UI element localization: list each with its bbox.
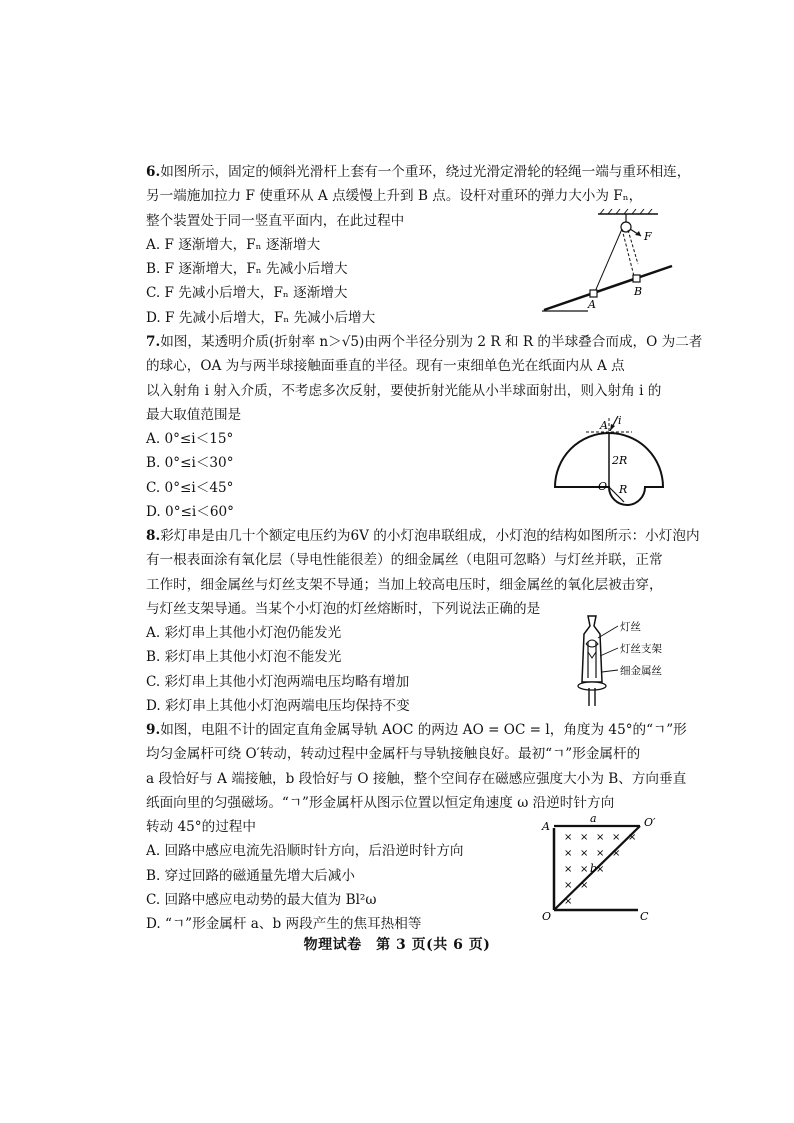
question-text: 均匀金属杆可绕 O′转动，转动过程中金属杆与导轨接触良好。最初“ㄱ”形金属杆的 bbox=[146, 746, 641, 763]
question-number: 9. bbox=[146, 722, 161, 738]
point-a-label: A bbox=[600, 419, 608, 432]
question-text: a 段恰好与 A 端接触，b 段恰好与 O 接触，整个空间存在磁感应强度大小为 B、方向垂直 bbox=[146, 770, 687, 787]
option-d: D. 彩灯串上其他小灯泡两端电压均保持不变 bbox=[146, 698, 410, 715]
figure-9-rail-and-rod bbox=[536, 812, 666, 924]
option-c: C. 回路中感应电动势的最大值为 Bl²ω bbox=[146, 892, 377, 909]
option-b: B. 彩灯串上其他小灯泡不能发光 bbox=[146, 649, 342, 666]
wire-label: 细金属丝 bbox=[620, 665, 662, 677]
page-footer: 物理试卷 第 3 页(共 6 页) bbox=[303, 937, 491, 953]
figure-7-hemispheres bbox=[548, 410, 673, 518]
point-c-label: C bbox=[640, 910, 649, 923]
option-a: A. 彩灯串上其他小灯泡仍能发光 bbox=[146, 625, 342, 642]
option-d: D. 0°≤i＜60° bbox=[146, 504, 234, 521]
field-cross-icon: × bbox=[580, 864, 589, 875]
option-a: A. 回路中感应电流先沿顺时针方向，后沿逆时针方向 bbox=[146, 843, 464, 860]
question-text: 转动 45°的过程中 bbox=[146, 819, 256, 836]
question-text: 的球心，OA 为与两半球接触面垂直的半径。现有一束细单色光在纸面内从 A 点 bbox=[146, 358, 625, 375]
question-text: 有一根表面涂有氧化层（导电性能很差）的细金属丝（电阻可忽略）与灯丝并联，正常 bbox=[146, 552, 663, 569]
radius-r-label: R bbox=[619, 483, 628, 496]
question-text: 以入射角 i 射入介质，不考虑多次反射，要使折射光能从小半球面射出，则入射角 i 的 bbox=[146, 382, 662, 399]
figure-8-bulb bbox=[566, 612, 686, 714]
question-number: 8. bbox=[146, 528, 161, 544]
option-b: B. 穿过回路的磁通量先增大后减小 bbox=[146, 867, 355, 884]
figure-6-pulley-rod bbox=[538, 208, 678, 320]
question-text: 纸面向里的匀强磁场。“ㄱ”形金属杆从图示位置以恒定角速度 ω 沿逆时针方向 bbox=[146, 794, 615, 811]
option-d: D. “ㄱ”形金属杆 a、b 两段产生的焦耳热相等 bbox=[146, 916, 422, 933]
option-d: D. F 先减小后增大，Fₙ 先减小后增大 bbox=[146, 309, 376, 326]
option-c: C. F 先减小后增大，Fₙ 逐渐增大 bbox=[146, 285, 348, 302]
question-text: 彩灯串是由几十个额定电压约为6V 的小灯泡串联组成，小灯泡的结构如图所示：小灯泡内 bbox=[160, 528, 700, 544]
pivot-o-prime-label: O′ bbox=[644, 816, 656, 829]
magnetic-field-grid bbox=[564, 832, 636, 907]
segment-a-label: a bbox=[590, 812, 597, 825]
question-text: 与灯丝支架导通。当某个小灯泡的灯丝熔断时，下列说法正确的是 bbox=[146, 600, 541, 617]
field-cross-icon: × bbox=[596, 864, 605, 875]
field-cross-icon: × bbox=[596, 832, 605, 843]
point-a-label: A bbox=[588, 298, 596, 311]
question-9-line bbox=[146, 742, 671, 766]
question-8-line bbox=[146, 573, 671, 597]
question-text: 如图所示，固定的倾斜光滑杆上套有一个重环，绕过光滑定滑轮的轻绳一端与重环相连， bbox=[160, 164, 691, 180]
option-a: A. F 逐渐增大，Fₙ 逐渐增大 bbox=[146, 236, 321, 253]
option-b: B. 0°≤i＜30° bbox=[146, 455, 234, 472]
segment-b-label: b bbox=[590, 862, 598, 875]
question-9-line bbox=[146, 718, 687, 742]
option-c: C. 彩灯串上其他小灯泡两端电压均略有增加 bbox=[146, 673, 410, 690]
angle-i-label: i bbox=[618, 414, 622, 427]
option-b: B. F 逐渐增大，Fₙ 先减小后增大 bbox=[146, 261, 348, 278]
question-8-line bbox=[146, 548, 671, 572]
field-cross-icon: × bbox=[564, 864, 573, 875]
center-o-label: O bbox=[598, 480, 608, 493]
question-number: 7. bbox=[146, 334, 161, 350]
question-6-line bbox=[146, 160, 691, 184]
point-b-label: B bbox=[634, 285, 643, 298]
question-7-line bbox=[146, 354, 671, 378]
question-7-line bbox=[146, 379, 671, 403]
point-a-label: A bbox=[542, 820, 550, 833]
field-cross-icon: × bbox=[580, 880, 589, 891]
question-text: 如图，电阻不计的固定直角金属导轨 AOC 的两边 AO = OC = l，角度为 45°的“ㄱ”形 bbox=[160, 722, 687, 738]
field-cross-icon: × bbox=[596, 848, 605, 859]
field-cross-icon: × bbox=[564, 896, 573, 907]
field-cross-icon: × bbox=[564, 880, 573, 891]
radius-2r-label: 2R bbox=[612, 454, 628, 467]
question-7-line bbox=[146, 330, 703, 354]
field-cross-icon: × bbox=[580, 848, 589, 859]
force-label: F bbox=[644, 230, 652, 243]
ring-at-a bbox=[590, 290, 597, 297]
question-number: 6. bbox=[146, 164, 161, 180]
support-label: 灯丝支架 bbox=[620, 643, 662, 655]
question-text: 整个装置处于同一竖直平面内，在此过程中 bbox=[146, 212, 405, 229]
ring-at-b bbox=[633, 275, 640, 282]
field-cross-icon: × bbox=[580, 832, 589, 843]
filament-label: 灯丝 bbox=[620, 621, 641, 633]
question-text: 另一端施加拉力 F 使重环从 A 点缓慢上升到 B 点。设杆对重环的弹力大小为 Fₙ， bbox=[146, 188, 643, 205]
option-a: A. 0°≤i＜15° bbox=[146, 431, 234, 448]
field-cross-icon: × bbox=[628, 832, 637, 843]
bulb-icon bbox=[582, 616, 602, 682]
question-8-line bbox=[146, 524, 700, 548]
point-o-label: O bbox=[542, 910, 552, 923]
field-cross-icon: × bbox=[564, 848, 573, 859]
field-cross-icon: × bbox=[564, 832, 573, 843]
question-text: 工作时，细金属丝与灯丝支架不导通；当加上较高电压时，细金属丝的氧化层被击穿， bbox=[146, 576, 663, 593]
question-text: 如图，某透明介质(折射率 n＞√5)由两个半径分别为 2 R 和 R 的半球叠合而成，O 为二者 bbox=[160, 334, 703, 350]
field-cross-icon: × bbox=[612, 848, 621, 859]
question-6-line bbox=[146, 184, 671, 208]
question-9-line bbox=[146, 767, 687, 791]
field-cross-icon: × bbox=[612, 832, 621, 843]
question-text: 最大取值范围是 bbox=[146, 406, 242, 423]
option-c: C. 0°≤i＜45° bbox=[146, 479, 234, 496]
